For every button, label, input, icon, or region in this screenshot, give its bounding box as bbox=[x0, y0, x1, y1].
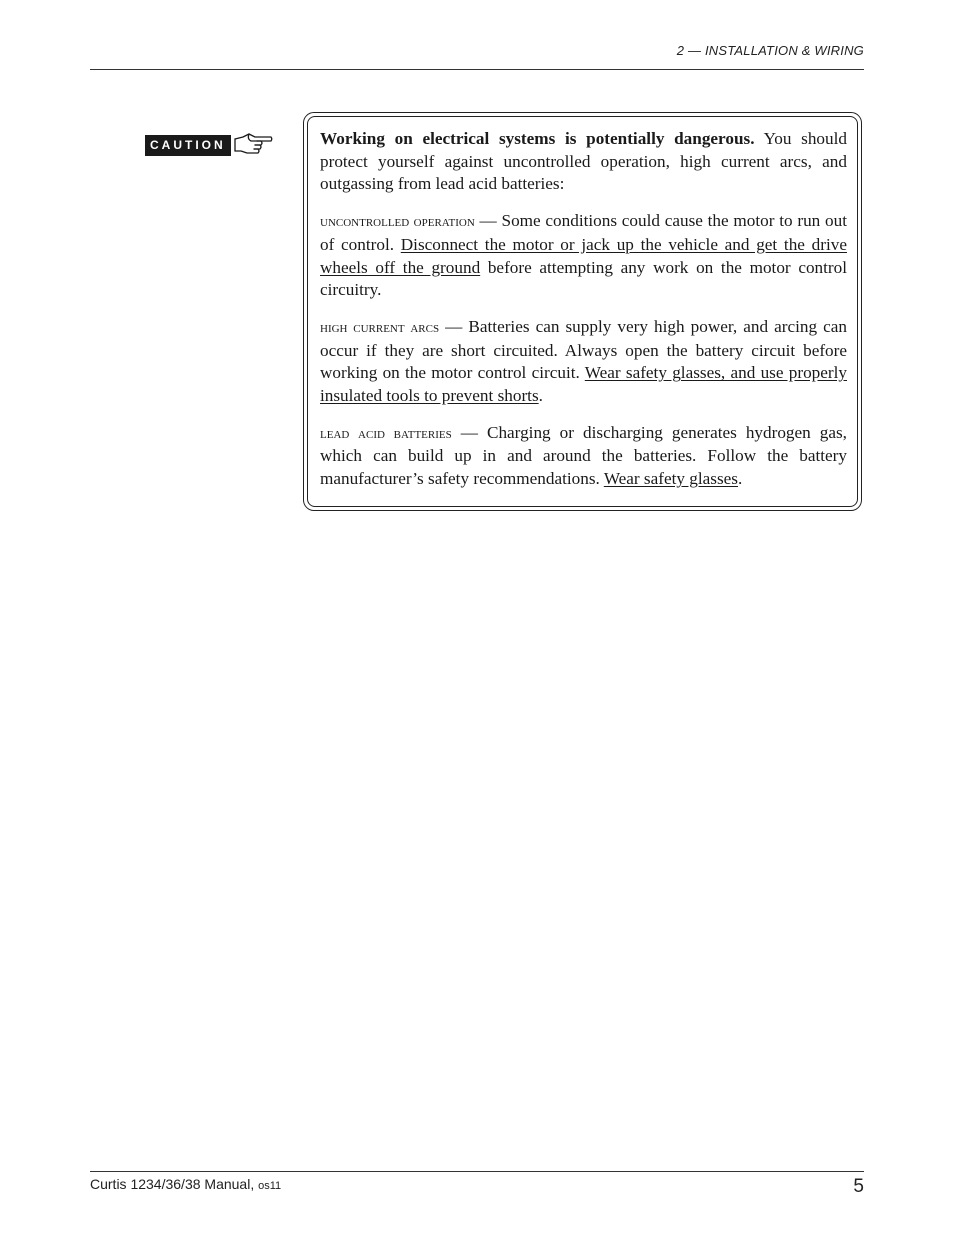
warning-intro-text: You should protect yourself against uncontrolled operation, high current arcs, and outgassing from lead acid batteries: bbox=[320, 129, 847, 194]
caution-badge: CAUTION bbox=[145, 135, 231, 156]
warning-item-uncontrolled-operation bbox=[320, 210, 847, 302]
running-header: 2 — INSTALLATION & WIRING bbox=[676, 43, 864, 58]
warning-item-text: — Some conditions could cause the motor to run out of control. bbox=[320, 211, 847, 254]
warning-intro-bold: Working on electrical systems is potentially dangerous. bbox=[320, 129, 755, 148]
page-number: 5 bbox=[853, 1176, 864, 1197]
warning-box bbox=[320, 128, 847, 505]
warning-item-heading: high current arcs bbox=[320, 318, 440, 336]
warning-item-text-after: before attempting any work on the motor control circuitry. bbox=[320, 257, 847, 300]
warning-item-text-after: . bbox=[737, 469, 743, 489]
footer-manual-title bbox=[90, 1176, 281, 1192]
warning-item-lead-acid-batteries bbox=[320, 422, 847, 491]
footer-manual: Curtis 1234/36/38 Manual, bbox=[90, 1176, 259, 1192]
warning-item-underlined: Wear safety glasses bbox=[603, 469, 738, 489]
footer-version: os11 bbox=[258, 1180, 282, 1192]
pointing-hand-icon bbox=[233, 131, 273, 159]
caution-callout bbox=[145, 131, 273, 159]
header-rule bbox=[90, 69, 864, 70]
warning-item-underlined: Disconnect the motor or jack up the vehicle and get the drive wheels off the ground bbox=[320, 234, 847, 277]
warning-item-heading: lead acid batteries bbox=[320, 424, 452, 442]
footer-rule bbox=[90, 1171, 864, 1172]
warning-item-high-current-arcs bbox=[320, 316, 847, 408]
warning-intro bbox=[320, 128, 847, 196]
warning-item-text: — Batteries can supply very high power, and arcing can occur if they are short circuited. Always open the battery circuit before working on the motor control circuit. bbox=[320, 316, 847, 383]
warning-item-text: — Charging or discharging generates hydrogen gas, which can build up in and around the batteries. Follow the battery manufacturer’s safety recommendations. bbox=[320, 422, 847, 489]
warning-item-text-after: . bbox=[538, 386, 543, 406]
warning-item-underlined: Wear safety glasses, and use properly insulated tools to prevent shorts bbox=[320, 363, 847, 406]
warning-item-heading: uncontrolled operation bbox=[320, 213, 475, 231]
